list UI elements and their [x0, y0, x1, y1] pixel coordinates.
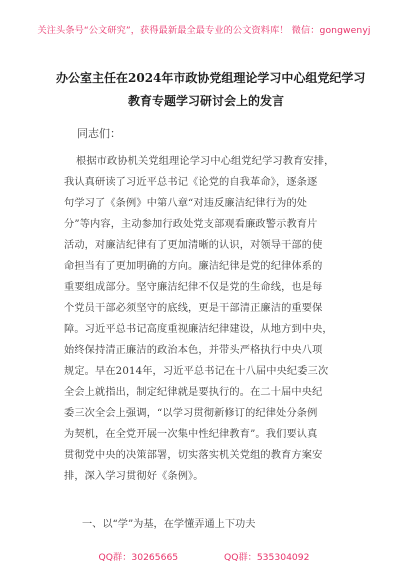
body-line: 根据市政协机关党组理论学习中心组党纪学习教育安排，	[76, 156, 335, 167]
body-line: 为契机，在全党开展一次集中性纪律教育”。我们要认真	[64, 429, 318, 440]
body-line: 委三次全会上强调，“以学习贯彻新修订的纪律处分条例	[64, 408, 318, 419]
footer-contact	[0, 549, 408, 563]
body-line: 我认真研读了习近平总书记《论党的自我革命》，逐条逐	[64, 177, 318, 188]
body-line: 个党员干部必须坚守的底线，更是干部清正廉洁的重要保	[64, 303, 323, 314]
body-line: 重要组成部分。坚守廉洁纪律不仅是党的生命线，也是每	[64, 282, 323, 293]
body-line: 排，深入学习贯彻好《条例》。	[64, 471, 204, 482]
body-line: 全会上就指出，制定纪律就是要执行的。在二十届中央纪	[64, 387, 323, 398]
body-line: 活动，对廉洁纪律有了更加清晰的认识，对领导干部的使	[64, 240, 323, 251]
body-line: 句学习了《条例》中第八章“对违反廉洁纪律行为的处	[64, 198, 308, 209]
section-heading: 一、以“学”为基，在学懂弄通上下功夫	[82, 519, 256, 530]
greeting: 同志们：	[77, 127, 121, 140]
footer-qq-group-1: QQ群：30265665	[98, 552, 179, 563]
body-line: 规定。早在2014年，习近平总书记在十八届中央纪委三次	[64, 366, 329, 377]
document-title-line-1: 办公室主任在2024年市政协党组理论学习中心组党纪学习	[56, 71, 366, 85]
body-line: 贯彻党中央的决策部署，切实落实机关党组的教育方案安	[64, 450, 323, 461]
body-line: 命担当有了更加明确的方向。廉洁纪律是党的纪律体系的	[64, 261, 323, 272]
body-line: 障。习近平总书记高度重视廉洁纪律建设，从地方到中央，	[64, 324, 333, 335]
body-line: 始终保持清正廉洁的政治本色，并带头严格执行中央八项	[64, 345, 323, 356]
body-line: 分”等内容，主动参加行政处党支部观看廉政警示教育片	[64, 219, 318, 230]
document-title-line-2: 教育专题学习研讨会上的发言	[127, 94, 284, 108]
footer-qq-group-2: QQ群：535304092	[224, 552, 310, 563]
header-banner: 关注头条号“公文研究”，获得最新最全最专业的公文资料库！ 微信：gongwenyj	[37, 25, 371, 36]
